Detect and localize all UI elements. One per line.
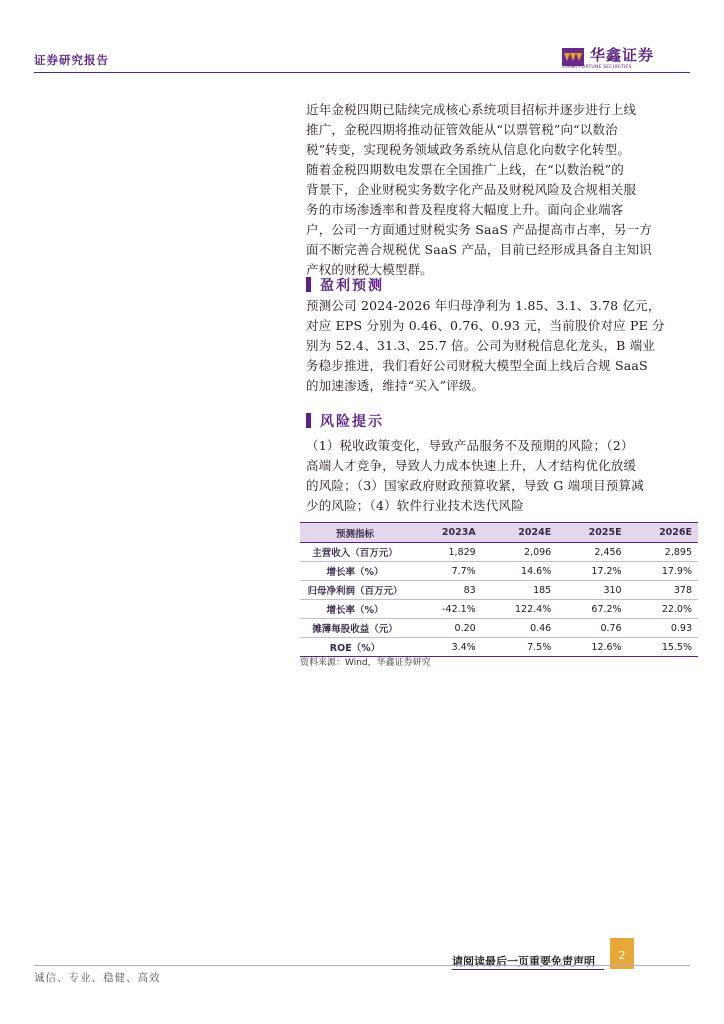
risk-line: （1）税收政策变化，导致产品服务不及预期的风险；（2） [306,438,634,453]
table-header-cell: 预测指标 [300,523,410,543]
logo-cn-text: 华鑫证券 [590,46,655,64]
risk-line: 的风险；（3）国家政府财政预算收紧，导致 G 端项目预算减 [306,478,644,493]
table-cell: 0.76 [557,619,627,638]
table-source-note: 资料来源：Wind，华鑫证券研究 [300,658,431,668]
logo-en-text: CHINA FORTUNE SECURITIES [562,65,632,70]
table-cell: 12.6% [557,638,627,657]
table-cell: 15.5% [628,638,698,657]
report-type-label: 证券研究报告 [34,53,109,67]
forecast-line: 务稳步推进，我们看好公司财税大模型全面上线后合规 SaaS [306,358,648,373]
table-cell: 归母净利润（百万元） [300,581,410,600]
intro-line: 背景下，企业财税实务数字化产品及财税风险及合规相关服 [306,182,637,197]
forecast-line: 对应 EPS 分别为 0.46、0.76、0.93 元，当前股价对应 PE 分 [306,318,665,333]
forecast-heading: 盈利预测 [320,278,384,294]
table-header-cell: 2025E [557,523,627,543]
table-cell: 310 [557,581,627,600]
intro-line: 户，公司一方面通过财税实务 SaaS 产品提高市占率，另一方 [306,222,652,237]
section-marker [306,413,311,428]
table-row [300,638,698,657]
table-row [300,600,698,619]
intro-line: 税”转变，实现税务领域政务系统从信息化向数字化转型。 [306,142,631,157]
table-cell: 67.2% [557,600,627,619]
table-cell: 增长率（%） [300,562,410,581]
table-cell: 17.2% [557,562,627,581]
section-marker [306,277,311,292]
table-row [300,581,698,600]
intro-line: 近年金税四期已陆续完成核心系统项目招标并逐步进行上线 [306,102,637,117]
table-cell: 7.7% [410,562,482,581]
table-cell: 0.46 [482,619,558,638]
footer-motto: 诚信、专业、稳健、高效 [34,972,161,984]
table-cell: 1,829 [410,543,482,562]
notice-underline [452,969,604,970]
footer-divider [34,965,690,966]
forecast-line: 的加速渗透，维持“买入”评级。 [306,378,485,393]
table-cell: ROE（%） [300,638,410,657]
disclaimer-notice: 请阅读最后一页重要免责声明 [452,955,595,968]
table-header-cell: 2023A [410,523,482,543]
intro-line: 务的市场渗透率和普及程度将大幅度上升。面向企业端客 [306,202,624,217]
company-logo [562,44,692,72]
intro-line: 随着金税四期数电发票在全国推广上线，在“以数治税”的 [306,162,624,177]
table-cell: 185 [482,581,558,600]
header-divider [34,72,690,73]
table-cell: 2,096 [482,543,558,562]
risk-heading: 风险提示 [320,414,384,430]
table-header-row [300,523,698,543]
table-cell: 7.5% [482,638,558,657]
table-cell: 主营收入（百万元） [300,543,410,562]
table-cell: 122.4% [482,600,558,619]
risk-line: 少的风险；（4）软件行业技术迭代风险 [306,498,524,513]
table-cell: 22.0% [628,600,698,619]
intro-line: 面不断完善合规税优 SaaS 产品，目前已经形成具备自主知识 [306,242,652,257]
table-row [300,562,698,581]
forecast-line: 别为 52.4、31.3、25.7 倍。公司为财税信息化龙头，B 端业 [306,338,656,353]
table-cell: 83 [410,581,482,600]
table-cell: 378 [628,581,698,600]
page-number-badge: 2 [610,938,634,969]
table-row [300,543,698,562]
logo-icon [562,48,584,66]
table-cell: 增长率（%） [300,600,410,619]
table-cell: 2,456 [557,543,627,562]
table-cell: 14.6% [482,562,558,581]
forecast-line: 预测公司 2024-2026 年归母净利为 1.85、3.1、3.78 亿元， [306,298,661,313]
table-cell: 0.20 [410,619,482,638]
table-cell: 17.9% [628,562,698,581]
table-cell: 摊薄每股收益（元） [300,619,410,638]
table-row [300,619,698,638]
table-cell: 2,895 [628,543,698,562]
risk-line: 高端人才竞争，导致人力成本快速上升，人才结构优化放缓 [306,458,637,473]
table-cell: 3.4% [410,638,482,657]
forecast-table [300,522,698,657]
intro-line: 推广，金税四期将推动征管效能从“以票管税”向“以数治 [306,122,618,137]
table-header-cell: 2024E [482,523,558,543]
table-header-cell: 2026E [628,523,698,543]
intro-line: 产权的财税大模型群。 [306,262,434,277]
table-cell: 0.93 [628,619,698,638]
table-cell: -42.1% [410,600,482,619]
